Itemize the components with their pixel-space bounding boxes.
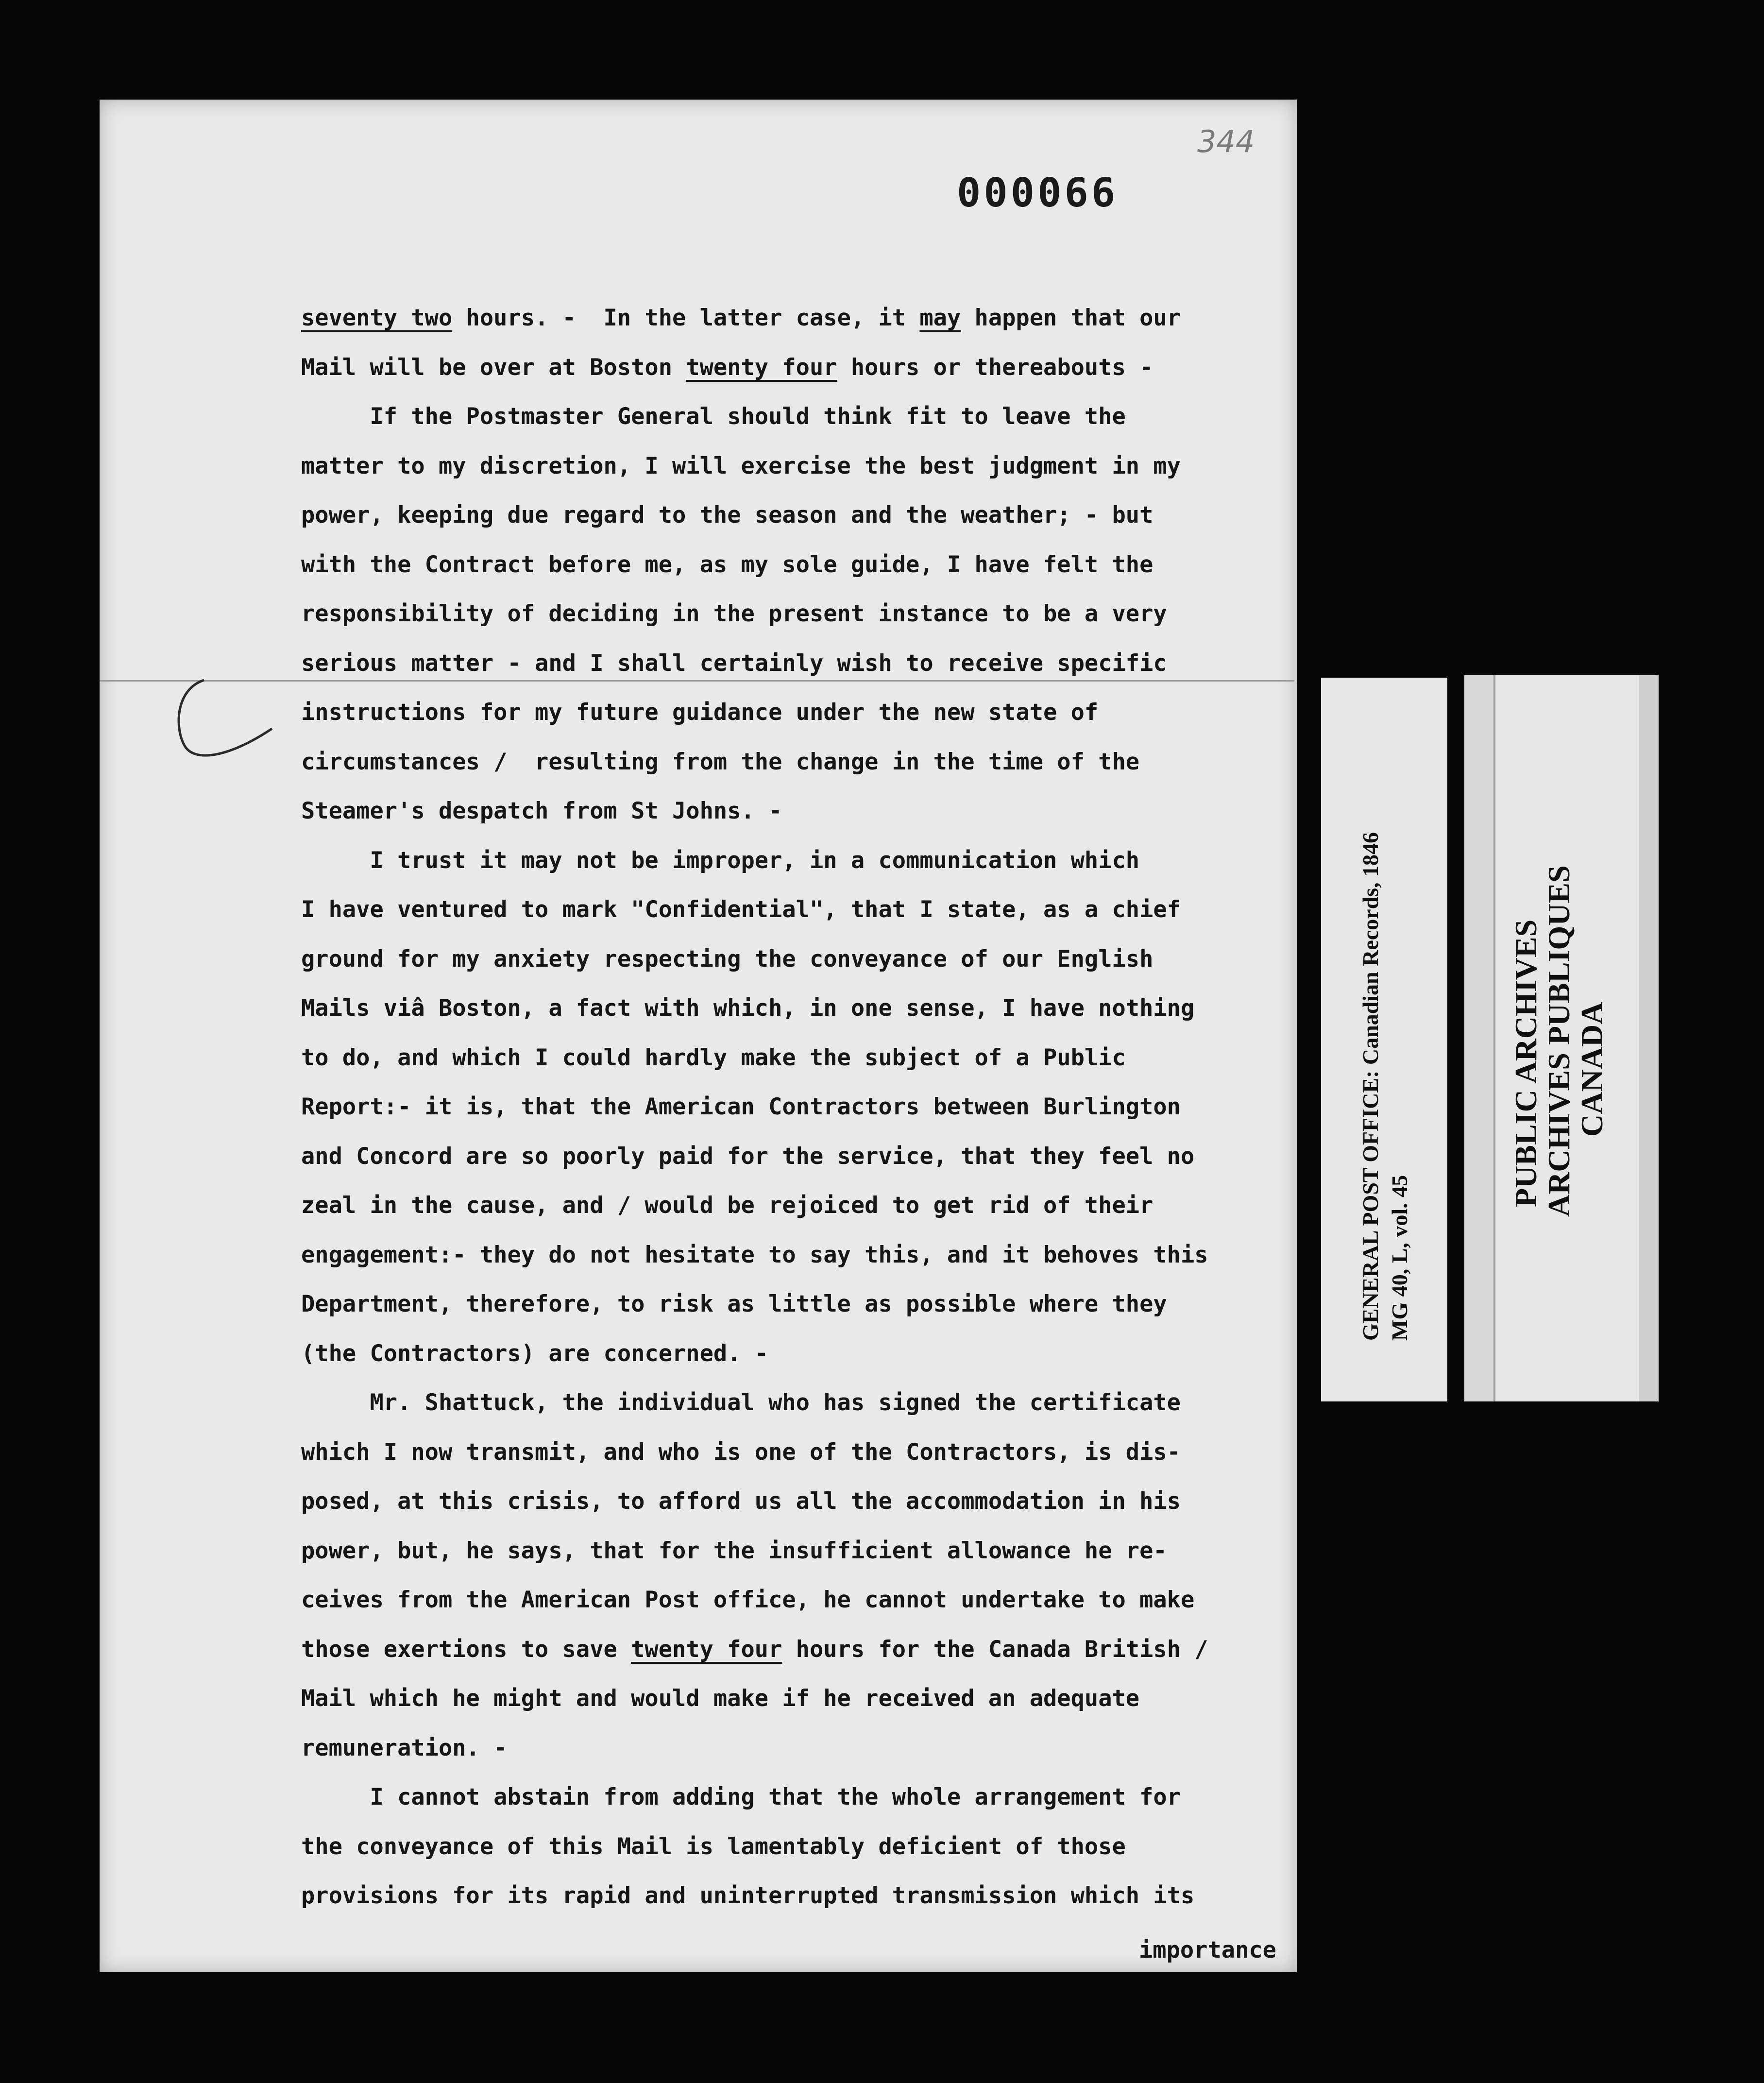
text-segment: provisions for its rapid and uninterrupted transmission which its (301, 1882, 1195, 1909)
text-segment: Steamer's despatch from St Johns. - (301, 798, 782, 824)
text-segment: hours for the Canada British / (782, 1636, 1208, 1663)
text-segment: Report:- it is, that the American Contractors between Burlington (301, 1093, 1181, 1120)
text-segment: with the Contract before me, as my sole guide, I have felt the (301, 551, 1153, 578)
text-segment: to do, and which I could hardly make the subject of a Public (301, 1044, 1126, 1071)
text-segment: I trust it may not be improper, in a communication which (301, 847, 1140, 874)
underlined-phrase: seventy two (301, 305, 453, 331)
archive-institution-line-3: CANADA (1575, 1002, 1609, 1137)
text-segment: remuneration. - (301, 1734, 508, 1761)
text-segment: zeal in the cause, and / would be rejoiced to get rid of their (301, 1192, 1153, 1219)
archive-institution-line-2: ARCHIVES PUBLIQUES (1542, 865, 1576, 1217)
text-segment: power, but, he says, that for the insufficient allowance he re- (301, 1537, 1167, 1564)
text-segment: serious matter - and I shall certainly wish to receive specific (301, 649, 1167, 677)
text-segment: matter to my discretion, I will exercise the best judgment in my (301, 452, 1181, 479)
text-segment: Mail will be over at Boston (301, 354, 686, 381)
text-segment: and Concord are so poorly paid for the service, that they feel no (301, 1143, 1195, 1170)
text-segment: happen that our (961, 305, 1181, 331)
archive-label-record (1321, 678, 1447, 1401)
text-segment: I cannot abstain from adding that the whole arrangement for (301, 1784, 1181, 1810)
text-segment: those exertions to save (301, 1636, 631, 1663)
text-segment: responsibility of deciding in the present instance to be a very (301, 600, 1167, 627)
text-segment: posed, at this crisis, to afford us all the accommodation in his (301, 1488, 1181, 1515)
folio-number: 344 (1197, 124, 1255, 159)
text-segment: If the Postmaster General should think fit to leave the (301, 403, 1126, 430)
catchword: importance (1139, 1937, 1276, 1963)
text-segment: ground for my anxiety respecting the conveyance of our English (301, 945, 1153, 973)
archive-record-line-1: GENERAL POST OFFICE: Canadian Records, 1846 (1358, 832, 1383, 1341)
text-segment: (the Contractors) are concerned. - (301, 1340, 769, 1367)
label-fold (1464, 675, 1495, 1401)
archive-record-line-2: MG 40, L, vol. 45 (1387, 1175, 1412, 1341)
text-segment: I have ventured to mark "Confidential", that I state, as a chief (301, 896, 1181, 923)
text-segment: engagement:- they do not hesitate to say this, and it behoves this (301, 1241, 1208, 1268)
text-segment: circumstances / resulting from the change in the time of the (301, 748, 1140, 775)
text-segment: which I now transmit, and who is one of the Contractors, is dis- (301, 1438, 1181, 1466)
document-stamp-number: 000066 (957, 170, 1119, 216)
text-segment: Mails viâ Boston, a fact with which, in one sense, I have nothing (301, 995, 1195, 1022)
underlined-phrase: twenty four (686, 354, 837, 381)
label-fold-edge (1639, 675, 1659, 1401)
text-segment: the conveyance of this Mail is lamentably deficient of those (301, 1833, 1126, 1860)
text-segment: Department, therefore, to risk as little as possible where they (301, 1291, 1167, 1317)
text-segment: instructions for my future guidance under the new state of (301, 699, 1099, 726)
text-segment: power, keeping due regard to the season and the weather; - but (301, 502, 1153, 529)
text-segment: ceives from the American Post office, he cannot undertake to make (301, 1587, 1195, 1613)
underlined-phrase: may (919, 305, 961, 331)
text-segment: hours. - In the latter case, it (452, 305, 920, 331)
text-segment: Mr. Shattuck, the individual who has signed the certificate (301, 1389, 1181, 1416)
text-segment: hours or thereabouts - (837, 354, 1153, 381)
archive-institution-line-1: PUBLIC ARCHIVES (1509, 919, 1543, 1207)
archive-label-institution (1464, 675, 1659, 1401)
text-segment: Mail which he might and would make if he received an adequate (301, 1685, 1140, 1712)
underlined-phrase: twenty four (631, 1636, 782, 1663)
